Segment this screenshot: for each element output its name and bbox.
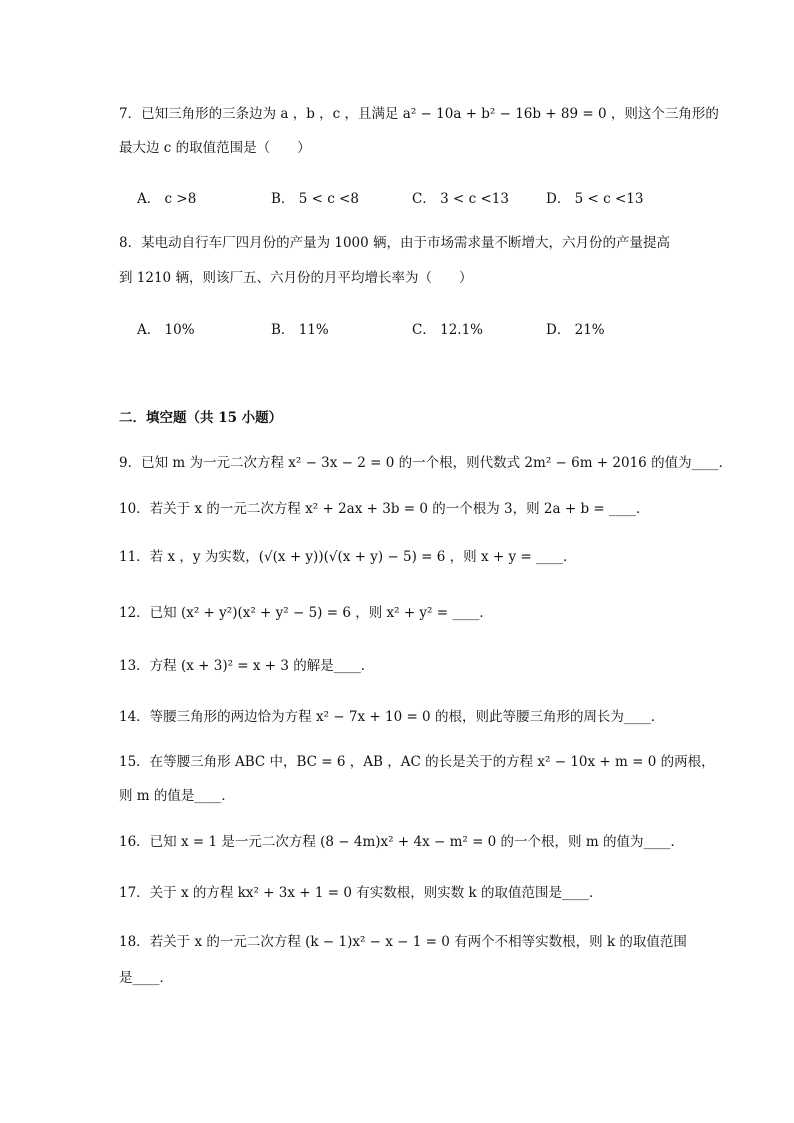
q8-option-a: A． 10% (137, 322, 195, 338)
q7-option-b: B． 5 < c <8 (271, 191, 359, 207)
q7-option-c: C． 3 < c <13 (412, 191, 509, 207)
q11: 11．若 x ，y 为实数，(√(x + y))(√(x + y) − 5) = 6 ，则 x + y = ____． (119, 549, 577, 565)
q10: 10．若关于 x 的一元二次方程 x² + 2ax + 3b = 0 的一个根为 3，则 2a + b = ____． (119, 501, 650, 517)
q14: 14．等腰三角形的两边恰为方程 x² − 7x + 10 = 0 的根，则此等腰三角形的周长为____． (119, 709, 665, 725)
q8-option-b: B． 11% (271, 322, 329, 338)
q9: 9．已知 m 为一元二次方程 x² − 3x − 2 = 0 的一个根，则代数式 2m² − 6m + 2016 的值为____． (119, 455, 733, 471)
q18-line2: 是____． (119, 970, 173, 986)
q16: 16．已知 x = 1 是一元二次方程 (8 − 4m)x² + 4x − m² = 0 的一个根，则 m 的值为____． (119, 834, 684, 850)
section-heading: 二．填空题（共 15 小题） (119, 410, 283, 426)
q8-line2: 到 1210 辆，则该厂五、六月份的月平均增长率为（ ） (119, 270, 473, 286)
q15-line2: 则 m 的值是____． (119, 788, 235, 804)
q7-line2: 最大边 c 的取值范围是（ ） (119, 140, 311, 156)
q13: 13．方程 (x + 3)² = x + 3 的解是____． (119, 658, 375, 674)
q8-line1: 8．某电动自行车厂四月份的产量为 1000 辆，由于市场需求量不断增大，六月份的产量提高 (119, 235, 671, 251)
q7-line1: 7．已知三角形的三条边为 a ，b ，c ，且满足 a² − 10a + b² − 16b + 89 = 0 ，则这个三角形的 (119, 106, 719, 122)
q15-line1: 15．在等腰三角形 ABC 中，BC = 6 ，AB ，AC 的长是关于的方程 x² − 10x + m = 0 的两根， (119, 754, 715, 770)
q8-option-c: C． 12.1% (412, 322, 484, 338)
q17: 17．关于 x 的方程 kx² + 3x + 1 = 0 有实数根，则实数 k 的取值范围是____． (119, 885, 603, 901)
q7-option-d: D． 5 < c <13 (546, 191, 644, 207)
q8-option-d: D． 21% (546, 322, 605, 338)
q7-option-a: A． c >8 (137, 191, 197, 207)
q12: 12．已知 (x² + y²)(x² + y² − 5) = 6 ，则 x² + y² = ____． (119, 605, 493, 621)
q18-line1: 18．若关于 x 的一元二次方程 (k − 1)x² − x − 1 = 0 有两个不相等实数根，则 k 的取值范围 (119, 934, 687, 950)
